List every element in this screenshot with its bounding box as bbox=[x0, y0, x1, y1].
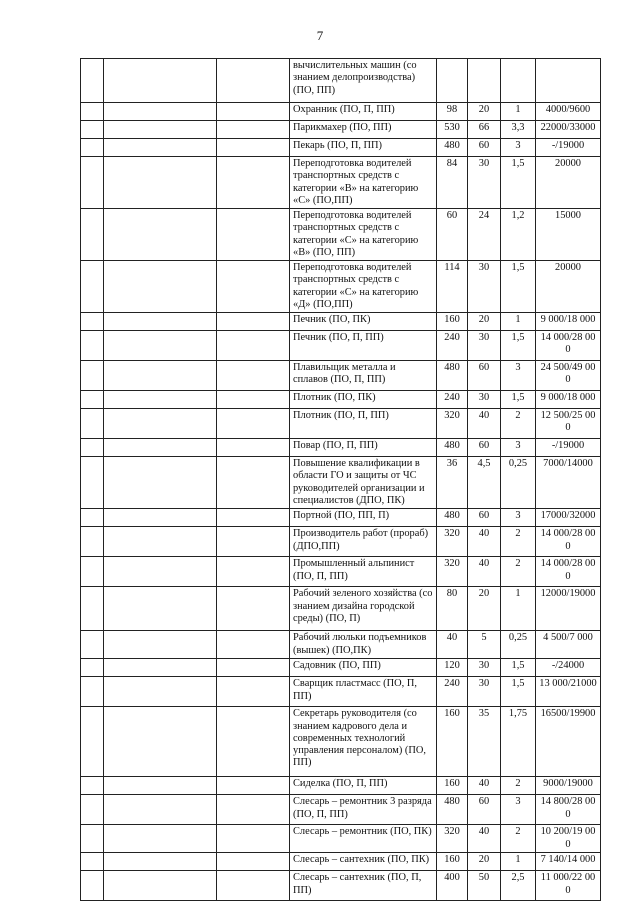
table-row bbox=[81, 209, 601, 261]
hours-cell: 320 bbox=[437, 825, 468, 853]
empty-cell bbox=[217, 331, 290, 361]
empty-cell bbox=[217, 391, 290, 409]
course-name-cell: Переподготовка водителей транспортных средств с категории «С» на категорию «Д» (ПО,ПП) bbox=[290, 261, 437, 313]
empty-cell bbox=[217, 557, 290, 587]
empty-cell bbox=[104, 871, 217, 901]
hours-cell bbox=[437, 59, 468, 103]
empty-cell bbox=[104, 677, 217, 707]
hours-cell: 480 bbox=[437, 439, 468, 457]
table-row bbox=[81, 659, 601, 677]
course-name-cell: Печник (ПО, ПК) bbox=[290, 313, 437, 331]
table-row bbox=[81, 707, 601, 777]
table-row bbox=[81, 139, 601, 157]
days-cell: 40 bbox=[468, 557, 501, 587]
empty-cell bbox=[81, 825, 104, 853]
hours-cell: 160 bbox=[437, 707, 468, 777]
days-cell: 40 bbox=[468, 777, 501, 795]
empty-cell bbox=[104, 509, 217, 527]
course-name-cell: Повышение квалификации в области ГО и защиты от ЧС руководителей организации и специалистов (ДПО, ПК) bbox=[290, 457, 437, 509]
days-cell bbox=[468, 59, 501, 103]
empty-cell bbox=[81, 157, 104, 209]
hours-cell: 36 bbox=[437, 457, 468, 509]
months-cell: 1 bbox=[501, 853, 536, 871]
empty-cell bbox=[81, 313, 104, 331]
hours-cell: 60 bbox=[437, 209, 468, 261]
price-cell: 9 000/18 000 bbox=[536, 313, 601, 331]
page-number: 7 bbox=[316, 28, 324, 43]
course-name-cell: Сварщик пластмасс (ПО, П, ПП) bbox=[290, 677, 437, 707]
table-row bbox=[81, 409, 601, 439]
days-cell: 40 bbox=[468, 409, 501, 439]
empty-cell bbox=[104, 361, 217, 391]
empty-cell bbox=[104, 103, 217, 121]
empty-cell bbox=[104, 331, 217, 361]
months-cell: 1,5 bbox=[501, 677, 536, 707]
empty-cell bbox=[81, 677, 104, 707]
hours-cell: 480 bbox=[437, 795, 468, 825]
hours-cell: 240 bbox=[437, 677, 468, 707]
days-cell: 5 bbox=[468, 631, 501, 659]
empty-cell bbox=[81, 121, 104, 139]
empty-cell bbox=[81, 795, 104, 825]
hours-cell: 480 bbox=[437, 509, 468, 527]
table-row bbox=[81, 121, 601, 139]
empty-cell bbox=[104, 439, 217, 457]
course-name-cell: Охранник (ПО, П, ПП) bbox=[290, 103, 437, 121]
months-cell: 1,75 bbox=[501, 707, 536, 777]
empty-cell bbox=[217, 825, 290, 853]
price-cell: 4000/9600 bbox=[536, 103, 601, 121]
price-cell: 7 140/14 000 bbox=[536, 853, 601, 871]
price-table bbox=[80, 58, 600, 896]
empty-cell bbox=[81, 457, 104, 509]
days-cell: 40 bbox=[468, 527, 501, 557]
table-row bbox=[81, 361, 601, 391]
empty-cell bbox=[217, 659, 290, 677]
empty-cell bbox=[104, 631, 217, 659]
empty-cell bbox=[81, 527, 104, 557]
hours-cell: 240 bbox=[437, 391, 468, 409]
days-cell: 66 bbox=[468, 121, 501, 139]
empty-cell bbox=[217, 631, 290, 659]
empty-cell bbox=[104, 707, 217, 777]
days-cell: 35 bbox=[468, 707, 501, 777]
months-cell: 1,5 bbox=[501, 391, 536, 409]
course-name-cell: Переподготовка водителей транспортных средств с категории «В» на категорию «С» (ПО,ПП) bbox=[290, 157, 437, 209]
months-cell: 1 bbox=[501, 587, 536, 631]
empty-cell bbox=[104, 527, 217, 557]
days-cell: 20 bbox=[468, 313, 501, 331]
price-cell: 11 000/22 000 bbox=[536, 871, 601, 901]
empty-cell bbox=[104, 391, 217, 409]
empty-cell bbox=[217, 677, 290, 707]
course-name-cell: Рабочий зеленого хозяйства (со знанием дизайна городской среды) (ПО, П) bbox=[290, 587, 437, 631]
table-row bbox=[81, 509, 601, 527]
months-cell: 3 bbox=[501, 795, 536, 825]
months-cell: 0,25 bbox=[501, 631, 536, 659]
price-cell: 10 200/19 000 bbox=[536, 825, 601, 853]
hours-cell: 98 bbox=[437, 103, 468, 121]
months-cell: 1,5 bbox=[501, 331, 536, 361]
hours-cell: 240 bbox=[437, 331, 468, 361]
empty-cell bbox=[104, 121, 217, 139]
hours-cell: 40 bbox=[437, 631, 468, 659]
course-name-cell: Слесарь – сантехник (ПО, П, ПП) bbox=[290, 871, 437, 901]
hours-cell: 400 bbox=[437, 871, 468, 901]
price-cell: 20000 bbox=[536, 261, 601, 313]
empty-cell bbox=[104, 209, 217, 261]
price-cell: -/19000 bbox=[536, 139, 601, 157]
empty-cell bbox=[104, 139, 217, 157]
empty-cell bbox=[217, 313, 290, 331]
empty-cell bbox=[104, 457, 217, 509]
price-cell: 7000/14000 bbox=[536, 457, 601, 509]
days-cell: 20 bbox=[468, 587, 501, 631]
empty-cell bbox=[104, 59, 217, 103]
table-row bbox=[81, 439, 601, 457]
empty-cell bbox=[104, 795, 217, 825]
days-cell: 30 bbox=[468, 261, 501, 313]
empty-cell bbox=[217, 139, 290, 157]
empty-cell bbox=[104, 853, 217, 871]
days-cell: 30 bbox=[468, 659, 501, 677]
table-row bbox=[81, 331, 601, 361]
price-cell: 14 000/28 000 bbox=[536, 527, 601, 557]
empty-cell bbox=[217, 409, 290, 439]
days-cell: 40 bbox=[468, 825, 501, 853]
empty-cell bbox=[217, 707, 290, 777]
empty-cell bbox=[217, 457, 290, 509]
days-cell: 60 bbox=[468, 439, 501, 457]
price-cell: 16500/19900 bbox=[536, 707, 601, 777]
price-cell: 14 800/28 000 bbox=[536, 795, 601, 825]
empty-cell bbox=[81, 59, 104, 103]
empty-cell bbox=[104, 587, 217, 631]
table-row bbox=[81, 795, 601, 825]
days-cell: 60 bbox=[468, 361, 501, 391]
empty-cell bbox=[104, 557, 217, 587]
days-cell: 50 bbox=[468, 871, 501, 901]
course-name-cell: Промышленный альпинист (ПО, П, ПП) bbox=[290, 557, 437, 587]
table-row bbox=[81, 59, 601, 103]
days-cell: 20 bbox=[468, 853, 501, 871]
table-row bbox=[81, 677, 601, 707]
months-cell bbox=[501, 59, 536, 103]
empty-cell bbox=[81, 707, 104, 777]
price-cell: 12 500/25 000 bbox=[536, 409, 601, 439]
price-cell: 13 000/21000 bbox=[536, 677, 601, 707]
months-cell: 2 bbox=[501, 777, 536, 795]
days-cell: 30 bbox=[468, 391, 501, 409]
course-name-cell: Повар (ПО, П, ПП) bbox=[290, 439, 437, 457]
price-cell: 14 000/28 000 bbox=[536, 557, 601, 587]
course-name-cell: Переподготовка водителей транспортных средств с категории «С» на категорию «В» (ПО, ПП) bbox=[290, 209, 437, 261]
hours-cell: 84 bbox=[437, 157, 468, 209]
course-name-cell: Парикмахер (ПО, ПП) bbox=[290, 121, 437, 139]
empty-cell bbox=[81, 659, 104, 677]
months-cell: 1,5 bbox=[501, 659, 536, 677]
months-cell: 1,5 bbox=[501, 157, 536, 209]
empty-cell bbox=[217, 795, 290, 825]
months-cell: 3 bbox=[501, 439, 536, 457]
hours-cell: 320 bbox=[437, 409, 468, 439]
price-cell: 12000/19000 bbox=[536, 587, 601, 631]
course-name-cell: Садовник (ПО, ПП) bbox=[290, 659, 437, 677]
table-row bbox=[81, 825, 601, 853]
hours-cell: 480 bbox=[437, 139, 468, 157]
empty-cell bbox=[217, 261, 290, 313]
months-cell: 2 bbox=[501, 825, 536, 853]
empty-cell bbox=[104, 313, 217, 331]
empty-cell bbox=[81, 871, 104, 901]
days-cell: 30 bbox=[468, 677, 501, 707]
course-name-cell: Слесарь – ремонтник (ПО, ПК) bbox=[290, 825, 437, 853]
course-name-cell: Сиделка (ПО, П, ПП) bbox=[290, 777, 437, 795]
empty-cell bbox=[81, 777, 104, 795]
empty-cell bbox=[217, 121, 290, 139]
course-name-cell: Производитель работ (прораб) (ДПО,ПП) bbox=[290, 527, 437, 557]
days-cell: 24 bbox=[468, 209, 501, 261]
empty-cell bbox=[81, 439, 104, 457]
months-cell: 3 bbox=[501, 509, 536, 527]
table-row bbox=[81, 457, 601, 509]
empty-cell bbox=[81, 331, 104, 361]
empty-cell bbox=[104, 659, 217, 677]
days-cell: 30 bbox=[468, 331, 501, 361]
days-cell: 60 bbox=[468, 139, 501, 157]
empty-cell bbox=[217, 209, 290, 261]
empty-cell bbox=[217, 59, 290, 103]
table-row bbox=[81, 557, 601, 587]
price-cell: 9 000/18 000 bbox=[536, 391, 601, 409]
empty-cell bbox=[104, 409, 217, 439]
empty-cell bbox=[217, 777, 290, 795]
days-cell: 30 bbox=[468, 157, 501, 209]
empty-cell bbox=[81, 557, 104, 587]
months-cell: 1,5 bbox=[501, 261, 536, 313]
hours-cell: 160 bbox=[437, 313, 468, 331]
course-name-cell: Портной (ПО, ПП, П) bbox=[290, 509, 437, 527]
empty-cell bbox=[81, 631, 104, 659]
empty-cell bbox=[104, 261, 217, 313]
hours-cell: 80 bbox=[437, 587, 468, 631]
course-name-cell: вычислительных машин (со знанием делопроизводства) (ПО, ПП) bbox=[290, 59, 437, 103]
course-name-cell: Слесарь – сантехник (ПО, ПК) bbox=[290, 853, 437, 871]
table-row bbox=[81, 103, 601, 121]
table-row bbox=[81, 391, 601, 409]
course-name-cell: Слесарь – ремонтник 3 разряда (ПО, П, ПП) bbox=[290, 795, 437, 825]
months-cell: 1 bbox=[501, 313, 536, 331]
empty-cell bbox=[217, 439, 290, 457]
empty-cell bbox=[81, 409, 104, 439]
table-row bbox=[81, 261, 601, 313]
empty-cell bbox=[104, 825, 217, 853]
months-cell: 2 bbox=[501, 409, 536, 439]
course-name-cell: Плотник (ПО, ПК) bbox=[290, 391, 437, 409]
empty-cell bbox=[81, 103, 104, 121]
hours-cell: 320 bbox=[437, 527, 468, 557]
table-row bbox=[81, 853, 601, 871]
hours-cell: 114 bbox=[437, 261, 468, 313]
price-cell: 4 500/7 000 bbox=[536, 631, 601, 659]
table-row bbox=[81, 871, 601, 901]
days-cell: 4,5 bbox=[468, 457, 501, 509]
table-row bbox=[81, 527, 601, 557]
empty-cell bbox=[81, 391, 104, 409]
hours-cell: 480 bbox=[437, 361, 468, 391]
hours-cell: 320 bbox=[437, 557, 468, 587]
table-row bbox=[81, 631, 601, 659]
empty-cell bbox=[81, 361, 104, 391]
hours-cell: 120 bbox=[437, 659, 468, 677]
price-cell: 20000 bbox=[536, 157, 601, 209]
empty-cell bbox=[81, 509, 104, 527]
months-cell: 0,25 bbox=[501, 457, 536, 509]
days-cell: 60 bbox=[468, 795, 501, 825]
months-cell: 2 bbox=[501, 557, 536, 587]
hours-cell: 160 bbox=[437, 777, 468, 795]
price-cell bbox=[536, 59, 601, 103]
table-row bbox=[81, 777, 601, 795]
empty-cell bbox=[217, 509, 290, 527]
days-cell: 20 bbox=[468, 103, 501, 121]
course-name-cell: Плавильщик металла и сплавов (ПО, П, ПП) bbox=[290, 361, 437, 391]
months-cell: 2 bbox=[501, 527, 536, 557]
empty-cell bbox=[217, 853, 290, 871]
days-cell: 60 bbox=[468, 509, 501, 527]
empty-cell bbox=[104, 157, 217, 209]
empty-cell bbox=[217, 587, 290, 631]
months-cell: 1,2 bbox=[501, 209, 536, 261]
empty-cell bbox=[104, 777, 217, 795]
empty-cell bbox=[81, 209, 104, 261]
empty-cell bbox=[81, 853, 104, 871]
price-cell: -/24000 bbox=[536, 659, 601, 677]
empty-cell bbox=[217, 103, 290, 121]
empty-cell bbox=[217, 871, 290, 901]
months-cell: 3 bbox=[501, 139, 536, 157]
empty-cell bbox=[81, 261, 104, 313]
empty-cell bbox=[217, 527, 290, 557]
price-cell: 17000/32000 bbox=[536, 509, 601, 527]
course-name-cell: Пекарь (ПО, П, ПП) bbox=[290, 139, 437, 157]
price-cell: 9000/19000 bbox=[536, 777, 601, 795]
months-cell: 2,5 bbox=[501, 871, 536, 901]
table-row bbox=[81, 313, 601, 331]
price-cell: 14 000/28 000 bbox=[536, 331, 601, 361]
price-cell: -/19000 bbox=[536, 439, 601, 457]
hours-cell: 530 bbox=[437, 121, 468, 139]
empty-cell bbox=[217, 361, 290, 391]
course-table bbox=[80, 58, 601, 901]
table-row bbox=[81, 587, 601, 631]
price-cell: 24 500/49 000 bbox=[536, 361, 601, 391]
months-cell: 3 bbox=[501, 361, 536, 391]
price-cell: 15000 bbox=[536, 209, 601, 261]
months-cell: 3,3 bbox=[501, 121, 536, 139]
empty-cell bbox=[81, 587, 104, 631]
course-name-cell: Рабочий люльки подъемников (вышек) (ПО,ПК) bbox=[290, 631, 437, 659]
hours-cell: 160 bbox=[437, 853, 468, 871]
course-name-cell: Плотник (ПО, П, ПП) bbox=[290, 409, 437, 439]
course-name-cell: Печник (ПО, П, ПП) bbox=[290, 331, 437, 361]
empty-cell bbox=[217, 157, 290, 209]
course-name-cell: Секретарь руководителя (со знанием кадрового дела и современных технологий управления персоналом) (ПО, ПП) bbox=[290, 707, 437, 777]
table-row bbox=[81, 157, 601, 209]
months-cell: 1 bbox=[501, 103, 536, 121]
empty-cell bbox=[81, 139, 104, 157]
price-cell: 22000/33000 bbox=[536, 121, 601, 139]
